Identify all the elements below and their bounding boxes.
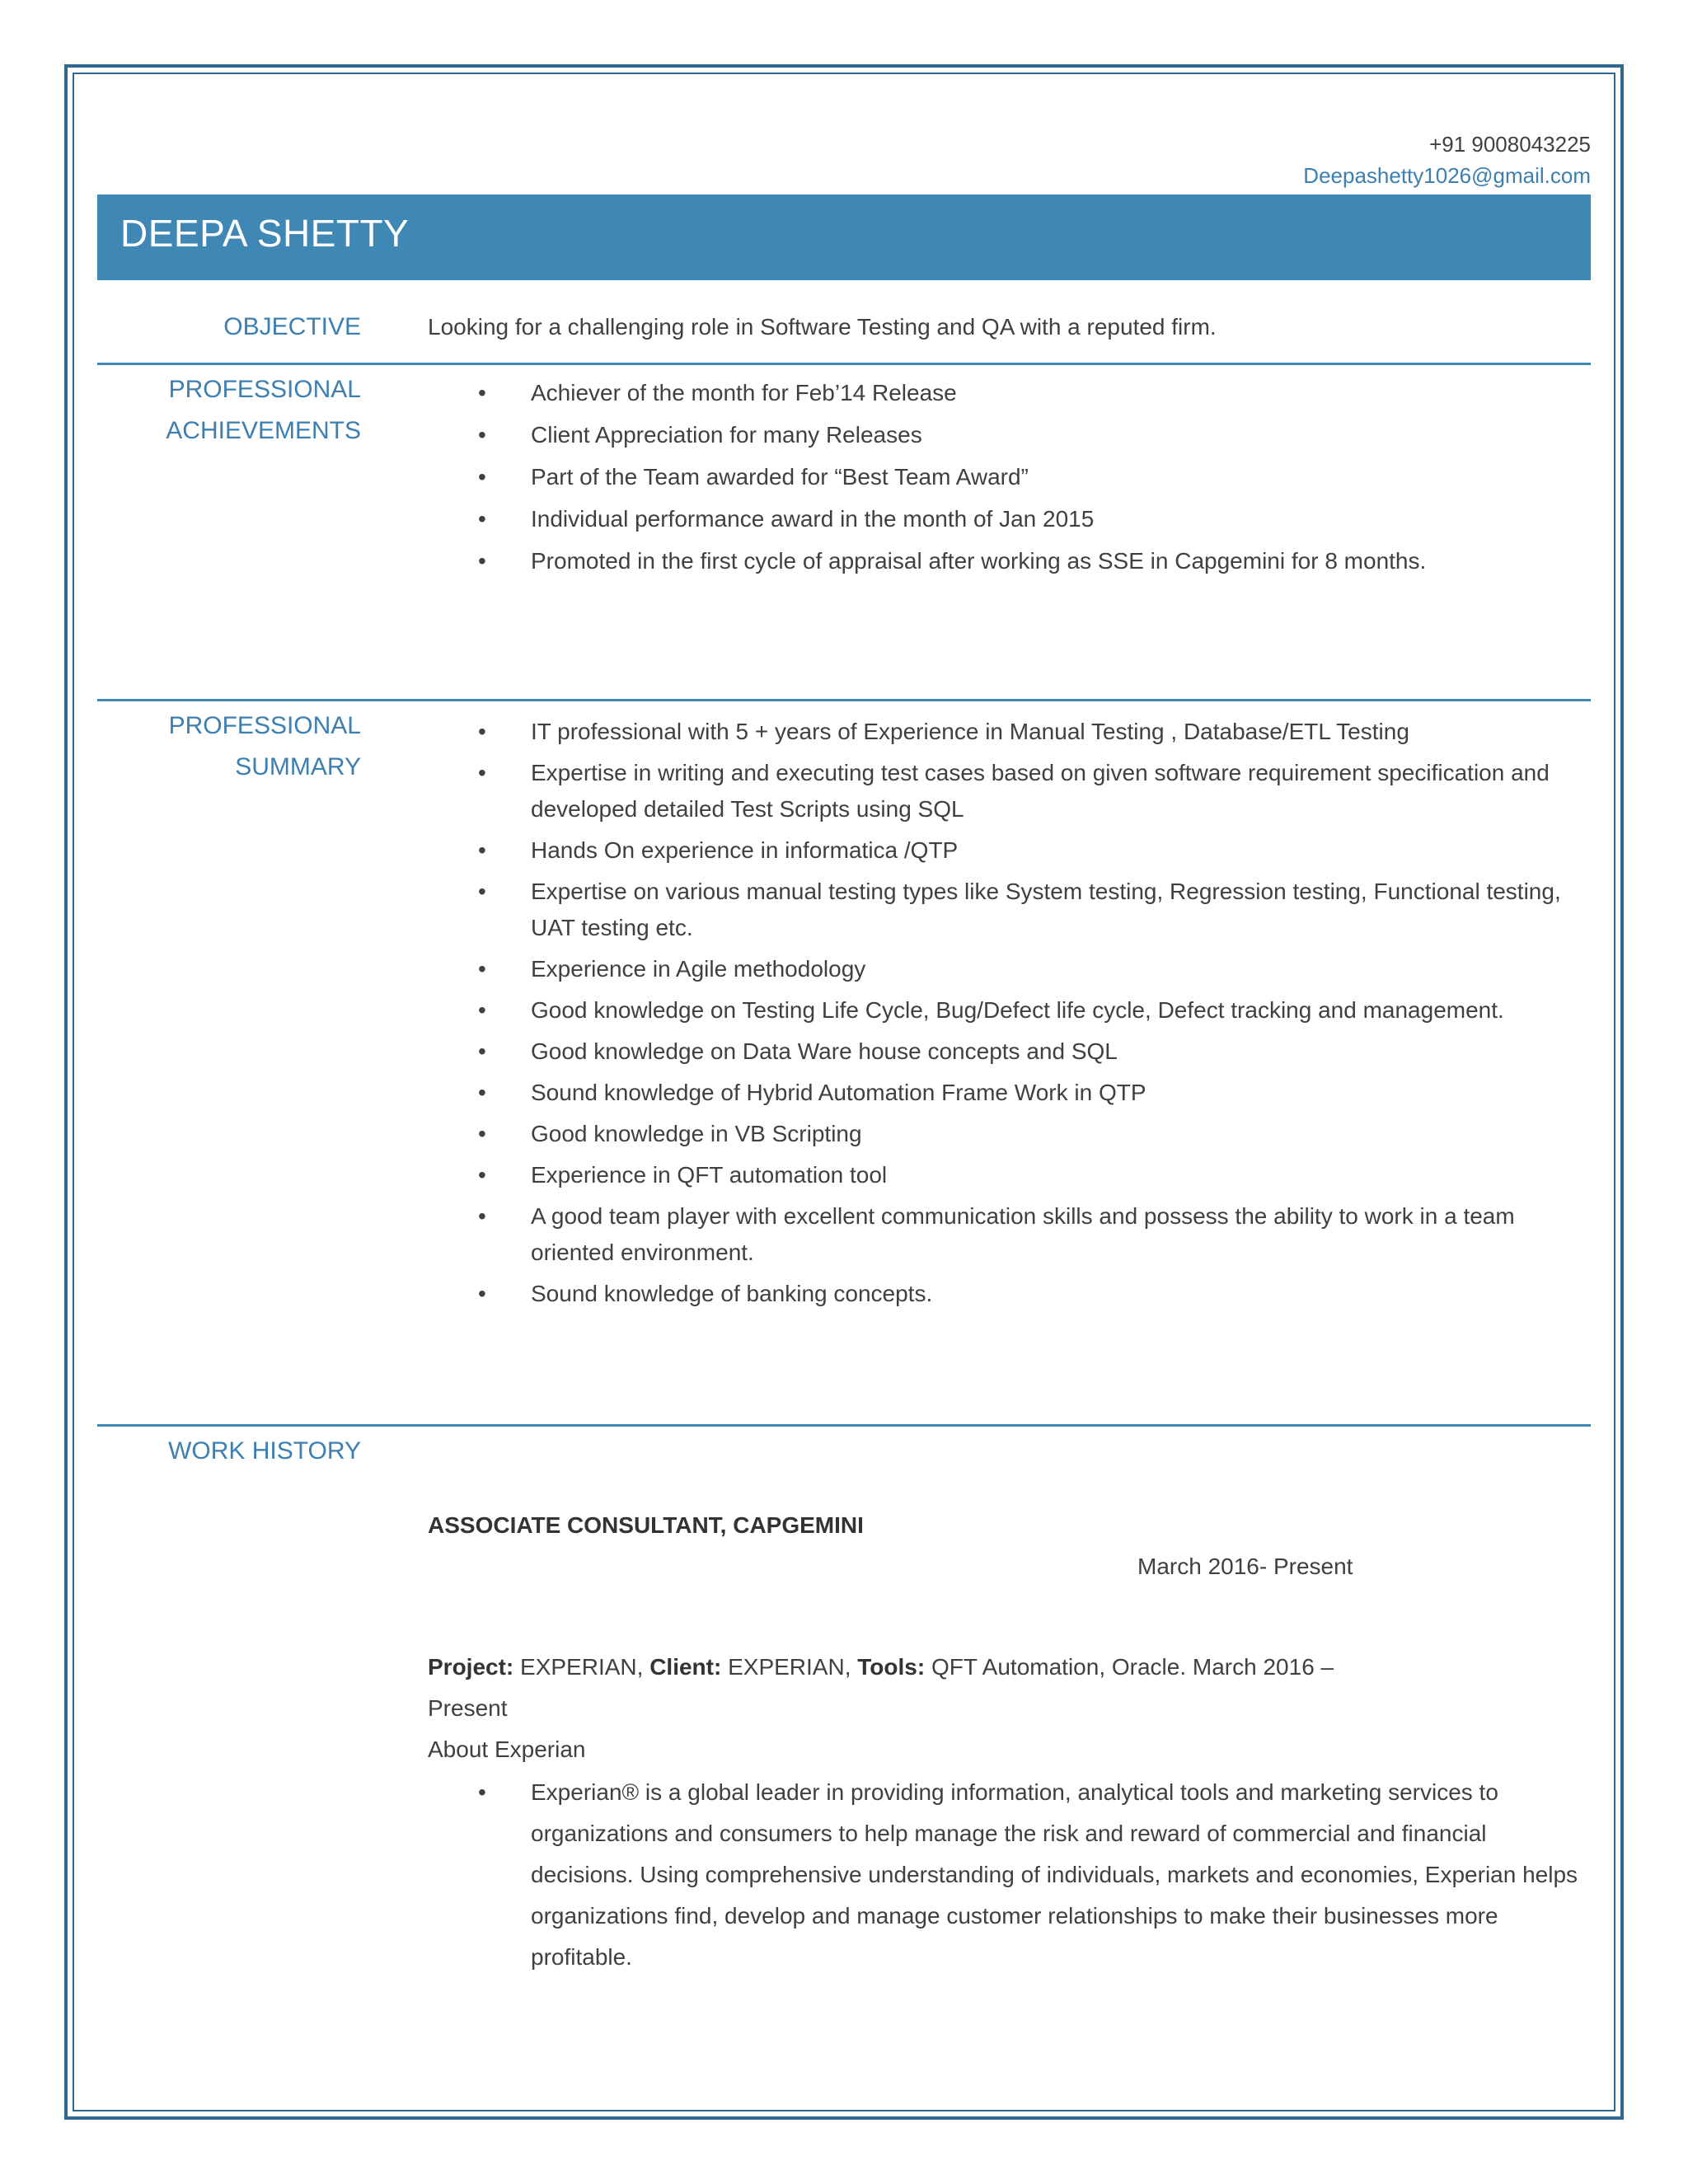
list-item: • Achiever of the month for Feb’14 Release [478, 373, 1582, 415]
list-item: • Hands On experience in informatica /QTP [478, 832, 1582, 869]
work-history-label: WORK HISTORY [168, 1437, 361, 1465]
list-item: • Good knowledge on Data Ware house concepts and SQL [478, 1033, 1582, 1070]
list-item: • Sound knowledge of banking concepts. [478, 1276, 1582, 1312]
achievements-label-line2: ACHIEVEMENTS [166, 417, 361, 444]
tools-label: Tools: [857, 1654, 926, 1680]
list-item: • Experience in Agile methodology [478, 951, 1582, 987]
contact-email[interactable]: Deepashetty1026@gmail.com [1303, 163, 1591, 188]
list-item: • Expertise on various manual testing types like System testing, Regression testing, Functional testing, UAT testing etc. [478, 874, 1582, 946]
list-item: • A good team player with excellent communication skills and possess the ability to work in a team oriented environment. [478, 1198, 1582, 1271]
objective-label: OBJECTIVE [223, 313, 361, 340]
about-title: About Experian [428, 1736, 586, 1762]
role-title: ASSOCIATE CONSULTANT, CAPGEMINI [428, 1512, 864, 1538]
divider-summary [97, 1424, 1591, 1427]
list-item: • Good knowledge on Testing Life Cycle, Bug/Defect life cycle, Defect tracking and management. [478, 992, 1582, 1029]
list-item: • Individual performance award in the month of Jan 2015 [478, 499, 1582, 541]
summary-label-line1: PROFESSIONAL [168, 712, 361, 739]
contact-phone: +91 9008043225 [1429, 132, 1591, 157]
summary-label-line2: SUMMARY [235, 753, 361, 780]
list-item: • Expertise in writing and executing test cases based on given software requirement specification and developed detailed Test Scripts using SQL [478, 755, 1582, 827]
project-value: EXPERIAN, [520, 1654, 644, 1680]
project-dates-continued: Present [428, 1695, 508, 1721]
name-banner [97, 194, 1591, 280]
objective-text: Looking for a challenging role in Software Testing and QA with a reputed firm. [428, 314, 1217, 340]
list-item: • Good knowledge in VB Scripting [478, 1116, 1582, 1152]
list-item: • Promoted in the first cycle of appraisal after working as SSE in Capgemini for 8 months. [478, 541, 1582, 583]
list-item: • Experience in QFT automation tool [478, 1157, 1582, 1193]
tools-value: QFT Automation, Oracle. March 2016 – [931, 1654, 1334, 1680]
summary-list [478, 714, 1582, 1317]
project-line [428, 1653, 1417, 1681]
role-dates: March 2016- Present [1137, 1554, 1353, 1579]
list-item: • Part of the Team awarded for “Best Team Award” [478, 457, 1582, 499]
about-experian-list [478, 1772, 1582, 1978]
project-label: Project: [428, 1654, 514, 1680]
client-label: Client: [649, 1654, 722, 1680]
achievements-list [478, 373, 1582, 583]
client-value: EXPERIAN, [728, 1654, 851, 1680]
candidate-name: DEEPA SHETTY [120, 212, 410, 255]
list-item: • Sound knowledge of Hybrid Automation Frame Work in QTP [478, 1075, 1582, 1111]
divider-objective [97, 363, 1591, 365]
achievements-label-line1: PROFESSIONAL [168, 376, 361, 403]
list-item: • Client Appreciation for many Releases [478, 415, 1582, 457]
list-item: • Experian® is a global leader in providing information, analytical tools and marketing services to organizations and consumers to help manage the risk and reward of commercial and financial decisions. Using comprehensive understanding of individuals, markets and economies, Experian helps organizations find, develop and manage customer relationships to make their businesses more profitable. [478, 1772, 1582, 1978]
list-item: • IT professional with 5 + years of Experience in Manual Testing , Database/ETL Testing [478, 714, 1582, 750]
divider-achievements [97, 699, 1591, 701]
